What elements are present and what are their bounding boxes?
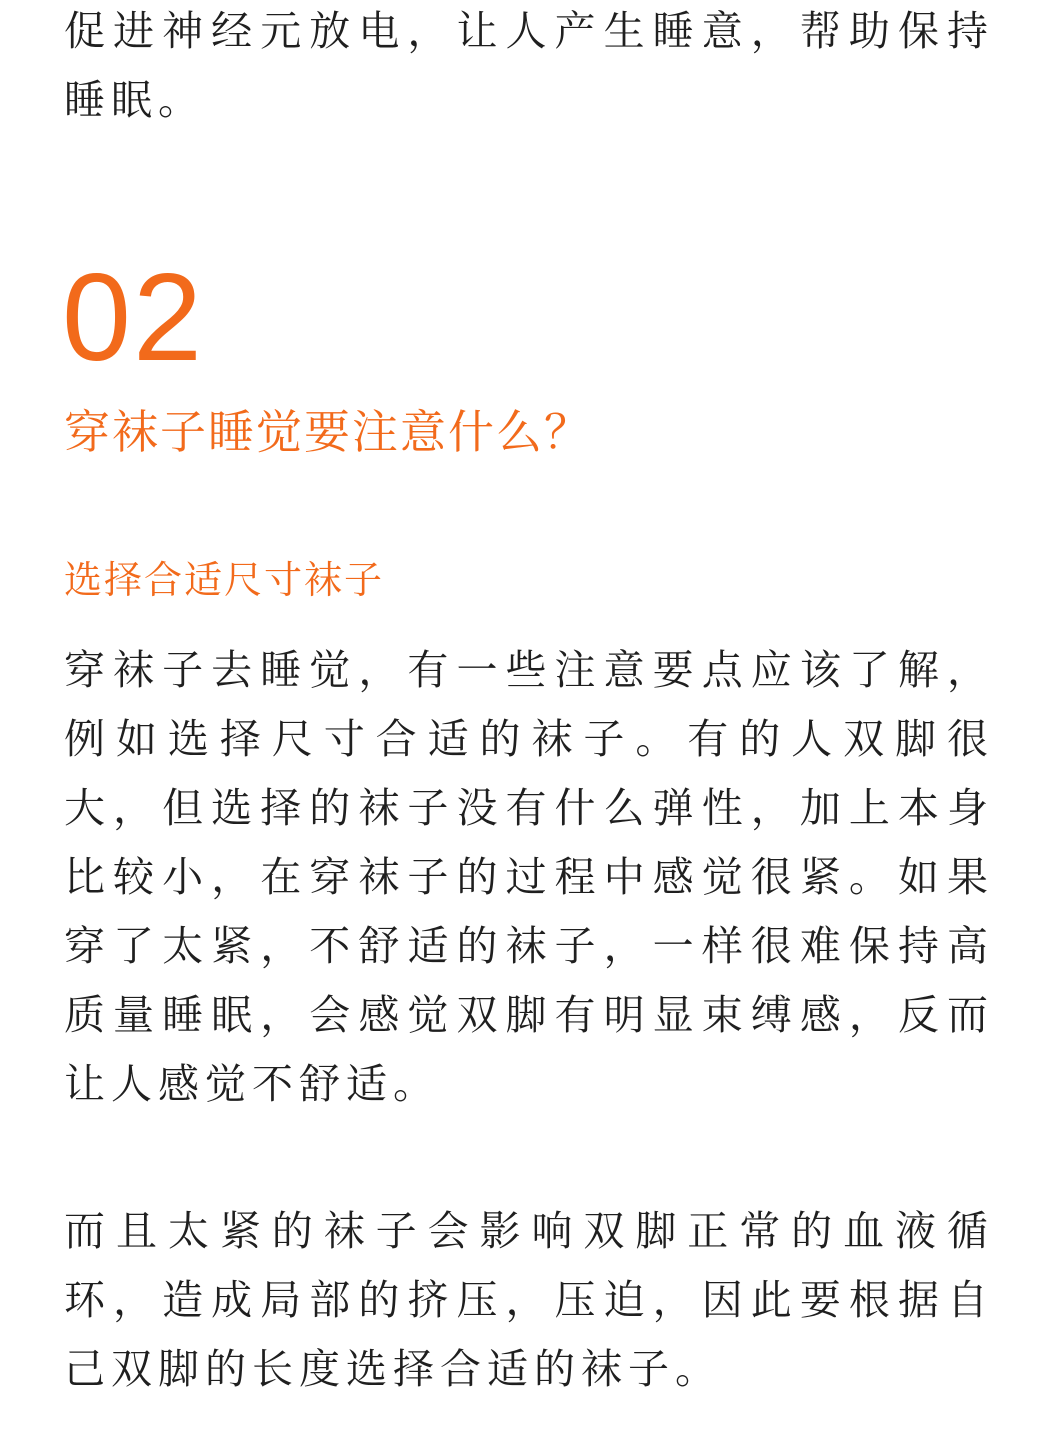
section-number: 02 <box>62 249 204 387</box>
section-title: 穿袜子睡觉要注意什么？ <box>64 405 592 459</box>
body-paragraph-2: 而且太紧的袜子会影响双脚正常的血液循环，造成局部的挤压，压迫，因此要根据自己双脚的长度选择合适的袜子。 <box>64 1207 994 1393</box>
intro-paragraph: 促进神经元放电，让人产生睡意，帮助保持睡眠。 <box>64 7 994 124</box>
body-paragraph-1: 穿袜子去睡觉，有一些注意要点应该了解，例如选择尺寸合适的袜子。有的人双脚很大，但选择的袜子没有什么弹性，加上本身比较小，在穿袜子的过程中感觉很紧。如果穿了太紧，不舒适的袜子，一样很难保持高质量睡眠，会感觉双脚有明显束缚感，反而让人感觉不舒适。 <box>64 646 994 1108</box>
section-subtitle: 选择合适尺寸袜子 <box>64 558 385 602</box>
